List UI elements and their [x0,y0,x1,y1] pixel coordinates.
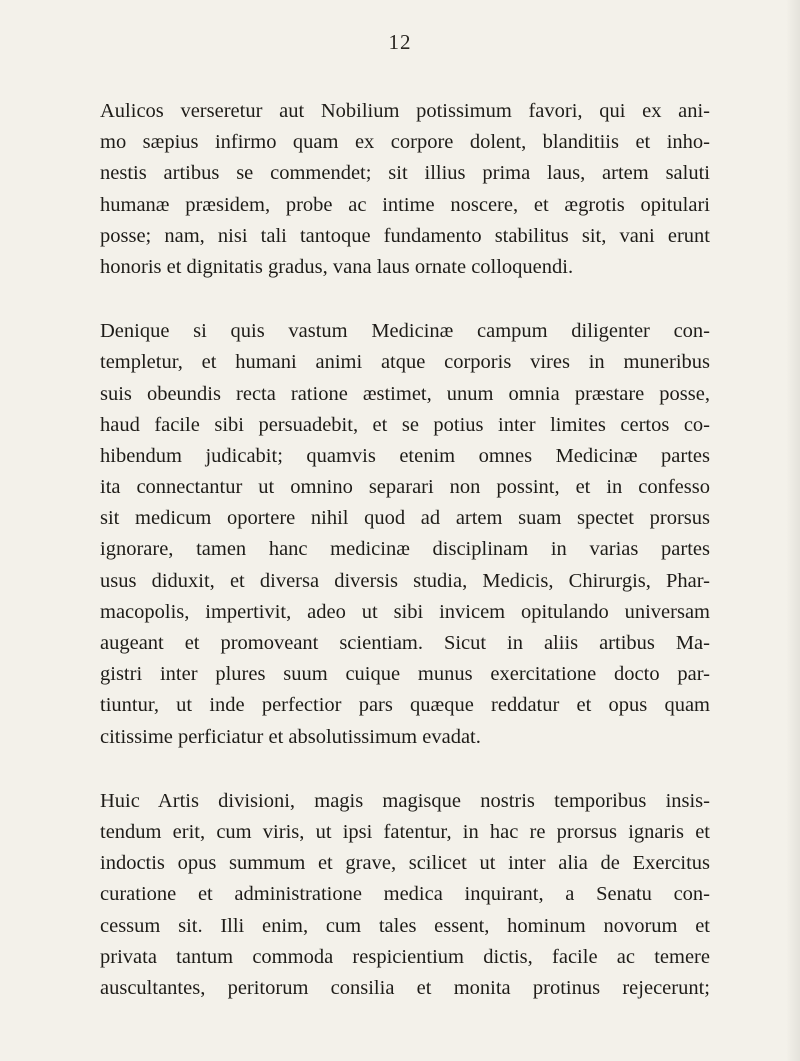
text-line: posse; nam, nisi tali tantoque fundamento stabilitus sit, vani erunt [100,224,710,247]
text-line: mo sæpius infirmo quam ex corpore dolent, blanditiis et inho- [100,131,710,154]
page-edge-shadow [786,0,800,1061]
paragraph-3 [100,786,710,1004]
text-line: haud facile sibi persuadebit, et se potius inter limites certos co- [100,413,710,436]
text-line: macopolis, impertivit, adeo ut sibi invicem opitulando universam [100,600,710,623]
text-line: sit medicum oportere nihil quod ad artem suam spectet prorsus [100,507,710,530]
text-line: auscultantes, peritorum consilia et monita protinus rejecerunt; [100,976,710,999]
page-number: 12 [388,30,412,54]
paragraph-2 [100,316,710,753]
text-line: humanæ præsidem, probe ac intime noscere, et ægrotis opitulari [100,193,710,216]
text-line: hibendum judicabit; quamvis etenim omnes Medicinæ partes [100,444,710,467]
paragraph-1 [100,96,710,283]
text-line: templetur, et humani animi atque corporis vires in muneribus [100,351,710,374]
text-line: ita connectantur ut omnino separari non possint, et in confesso [100,476,710,499]
text-line: Aulicos verseretur aut Nobilium potissimum favori, qui ex ani- [100,100,710,122]
text-line: privata tantum commoda respicientium dictis, facile ac temere [100,945,710,968]
text-line: Denique si quis vastum Medicinæ campum diligenter con- [100,320,710,343]
body-text [100,96,710,1037]
text-line: gistri inter plures suum cuique munus exercitatione docto par- [100,663,710,686]
text-line: augeant et promoveant scientiam. Sicut in aliis artibus Ma- [100,632,710,654]
text-line: tendum erit, cum viris, ut ipsi fatentur, in hac re prorsus ignaris et [100,820,710,843]
text-line: curatione et administratione medica inquirant, a Senatu con- [100,883,710,906]
text-line: indoctis opus summum et grave, scilicet ut inter alia de Exercitus [100,852,710,875]
text-line: ignorare, tamen hanc medicinæ disciplinam in varias partes [100,538,710,561]
text-line: citissime perficiatur et absolutissimum evadat. [100,725,481,748]
text-line: cessum sit. Illi enim, cum tales essent, hominum novorum et [100,914,710,937]
text-line: tiuntur, ut inde perfectior pars quæque reddatur et opus quam [100,694,710,717]
text-line: suis obeundis recta ratione æstimet, unum omnia præstare posse, [100,382,710,405]
text-line: honoris et dignitatis gradus, vana laus ornate colloquendi. [100,255,574,278]
text-line: Huic Artis divisioni, magis magisque nostris temporibus insis- [100,789,710,812]
text-line: nestis artibus se commendet; sit illius prima laus, artem saluti [100,162,710,185]
text-line: usus diduxit, et diversa diversis studia, Medicis, Chirurgis, Phar- [100,569,710,592]
